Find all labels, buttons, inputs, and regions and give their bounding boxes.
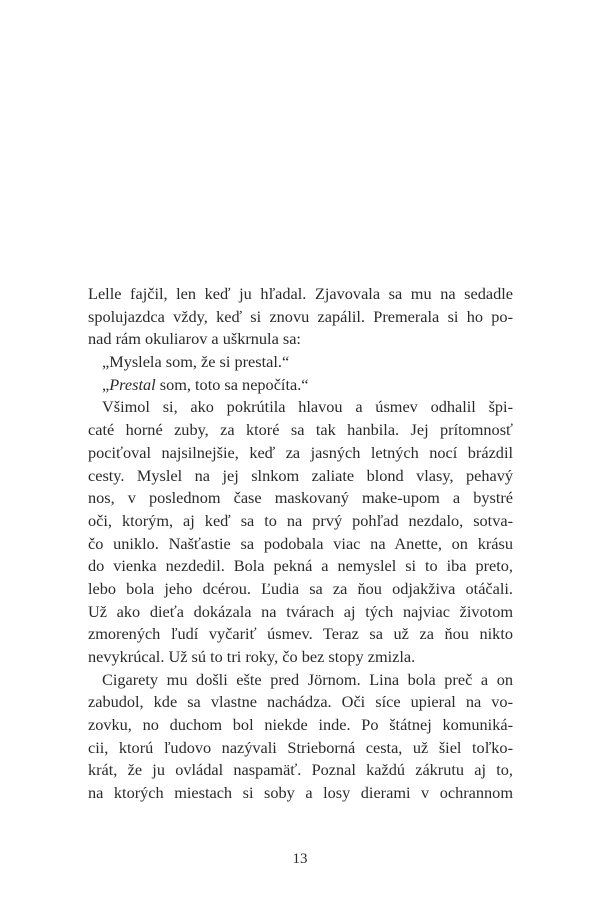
text-line: nad rám okuliarov a uškrnula sa: (88, 329, 301, 349)
text-line: krát, že ju ovládal naspamäť. Poznal každú zákrutu aj to, (88, 760, 513, 780)
text-line: cesty. Myslel na jej slnkom zaliate blond vlasy, pehavý (88, 465, 513, 485)
text-line: zovku, no duchom bol niekde inde. Po štátnej komuniká- (88, 715, 513, 735)
text-line: Už ako dieťa dokázala na tvárach aj tých najviac životom (88, 601, 513, 621)
line-text: som, toto sa nepočíta.“ (155, 374, 309, 394)
text-line: pociťoval najsilnejšie, keď za jasných letných nocí brázdil (88, 442, 513, 462)
page-number: 13 (292, 851, 308, 867)
quote-mark: „ (102, 374, 110, 394)
text-line: „Myslela som, že si prestal.“ (102, 352, 290, 372)
body-text (88, 283, 513, 805)
text-line: caté horné zuby, za ktoré sa tak hanbila. Jej prítomnosť (88, 420, 513, 440)
text-line: zabudol, kde sa vlastne nachádza. Oči síce upieral na vo- (88, 692, 513, 712)
text-line: spolujazdca vždy, keď si znovu zapálil. Premerala si ho po- (88, 306, 513, 326)
text-line: oči, ktorým, aj keď sa to na prvý pohľad nezdalo, sotva- (88, 510, 513, 530)
text-line: nevykrúcal. Už sú to tri roky, čo bez stopy zmizla. (88, 647, 416, 666)
text-line: Lelle fajčil, len keď ju hľadal. Zjavovala sa mu na sedadle (88, 284, 513, 303)
italic-word: Prestal (109, 374, 156, 394)
text-line: lebo bola jeho dcérou. Ľudia sa za ňou odjakživa otáčali. (88, 578, 513, 598)
text-line: zmorených ľudí vyčariť úsmev. Teraz sa už za ňou nikto (88, 624, 513, 644)
text-line: čo uniklo. Našťastie sa podobala viac na Anette, on krásu (88, 533, 513, 553)
text-line: nos, v poslednom čase maskovaný make-upom a bystré (88, 488, 513, 508)
text-line: cii, ktorú ľudovo nazývali Strieborná cesta, už šiel toľko- (88, 737, 513, 757)
text-line: Všimol si, ako pokrútila hlavou a úsmev odhalil špi- (102, 397, 513, 417)
text-line (88, 374, 513, 397)
text-line: Cigarety mu došli ešte pred Jörnom. Lina bola preč a on (102, 669, 513, 689)
text-line: do vienka nezdedil. Bola pekná a nemyslel si to iba preto, (88, 556, 513, 576)
text-line: na ktorých miestach si soby a losy dierami v ochrannom (88, 783, 513, 803)
